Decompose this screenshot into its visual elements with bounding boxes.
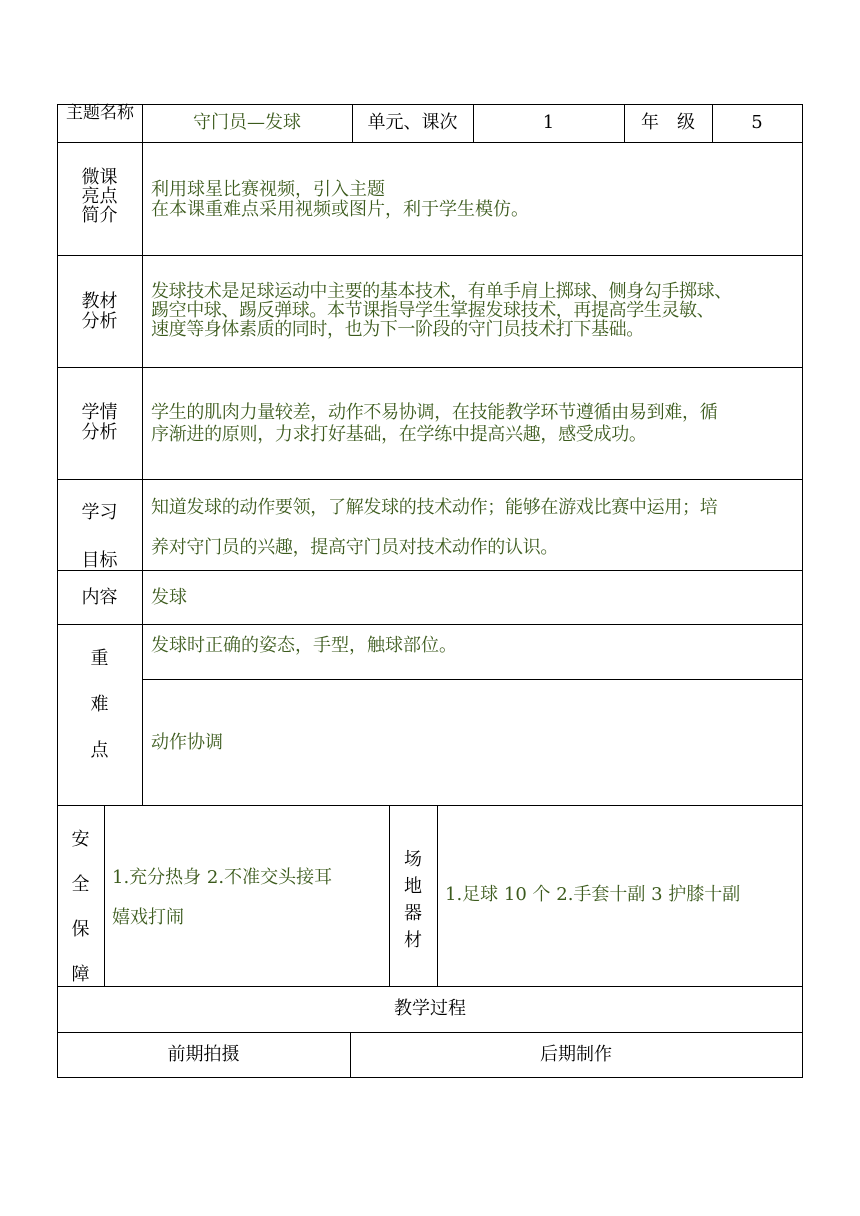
learner-analysis-text: 学生的肌肉力量较差，动作不易协调，在技能教学环节遵循由易到难，循 序渐进的原则，力求打好基础，在学练中提高兴趣，感受成功。	[151, 402, 718, 445]
difficult-point-text: 动作协调	[151, 732, 223, 753]
safety-text: 1.充分热身 2.不准交头接耳 嬉戏打闹	[112, 867, 333, 928]
grade-value: 5	[751, 112, 763, 133]
table-border	[57, 570, 803, 571]
table-border	[104, 805, 105, 986]
table-border	[142, 679, 803, 680]
safety-label: 安 全 保 障	[71, 829, 90, 985]
key-difficult-label: 重 难 点	[90, 648, 109, 761]
table-border	[57, 1077, 803, 1078]
table-border	[437, 805, 438, 986]
grade-label: 年 级	[641, 112, 695, 133]
topic-label: 主题名称	[66, 103, 134, 123]
learning-objective-text: 知道发球的动作要领，了解发球的技术动作；能够在游戏比赛中运用；培 养对守门员的兴趣，提高守门员对技术动作的认识。	[151, 497, 718, 558]
topic-value: 守门员—发球	[193, 112, 301, 133]
table-border	[802, 104, 803, 1078]
content-label: 内容	[81, 587, 118, 608]
unit-label: 单元、课次	[367, 112, 458, 133]
material-analysis-text: 发球技术是足球运动中主要的基本技术，有单手肩上掷球、侧身勾手掷球、 踢空中球、踢反弹球。本节课指导学生掌握发球技术，再提高学生灵敏、 速度等身体素质的同时，也为下一阶段的守门员技术打下基础。	[151, 281, 732, 340]
equipment-label: 场 地 器 材	[404, 849, 422, 951]
learner-analysis-label: 学情 分析	[81, 402, 118, 443]
content-value: 发球	[151, 587, 187, 608]
table-border	[57, 479, 803, 480]
pre-shooting-header: 前期拍摄	[167, 1044, 240, 1065]
teaching-process-title: 教学过程	[394, 998, 466, 1019]
table-border	[57, 624, 803, 625]
table-border	[57, 367, 803, 368]
table-border	[57, 986, 803, 987]
key-point-text: 发球时正确的姿态，手型，触球部位。	[151, 635, 457, 656]
table-border	[57, 805, 803, 806]
micro-lesson-label: 微课 亮点 简介	[81, 167, 118, 226]
learning-objective-label: 学习 目标	[81, 502, 118, 571]
equipment-text: 1.足球 10 个 2.手套十副 3 护膝十副	[445, 884, 741, 905]
micro-lesson-text: 利用球星比赛视频，引入主题 在本课重难点采用视频或图片，利于学生模仿。	[151, 179, 529, 220]
material-analysis-label: 教材 分析	[81, 291, 118, 332]
table-border	[142, 104, 143, 805]
table-border	[57, 255, 803, 256]
table-border	[57, 142, 803, 143]
unit-value: 1	[542, 112, 555, 133]
table-border	[57, 104, 803, 105]
post-production-header: 后期制作	[540, 1044, 612, 1065]
table-border	[57, 1032, 803, 1033]
